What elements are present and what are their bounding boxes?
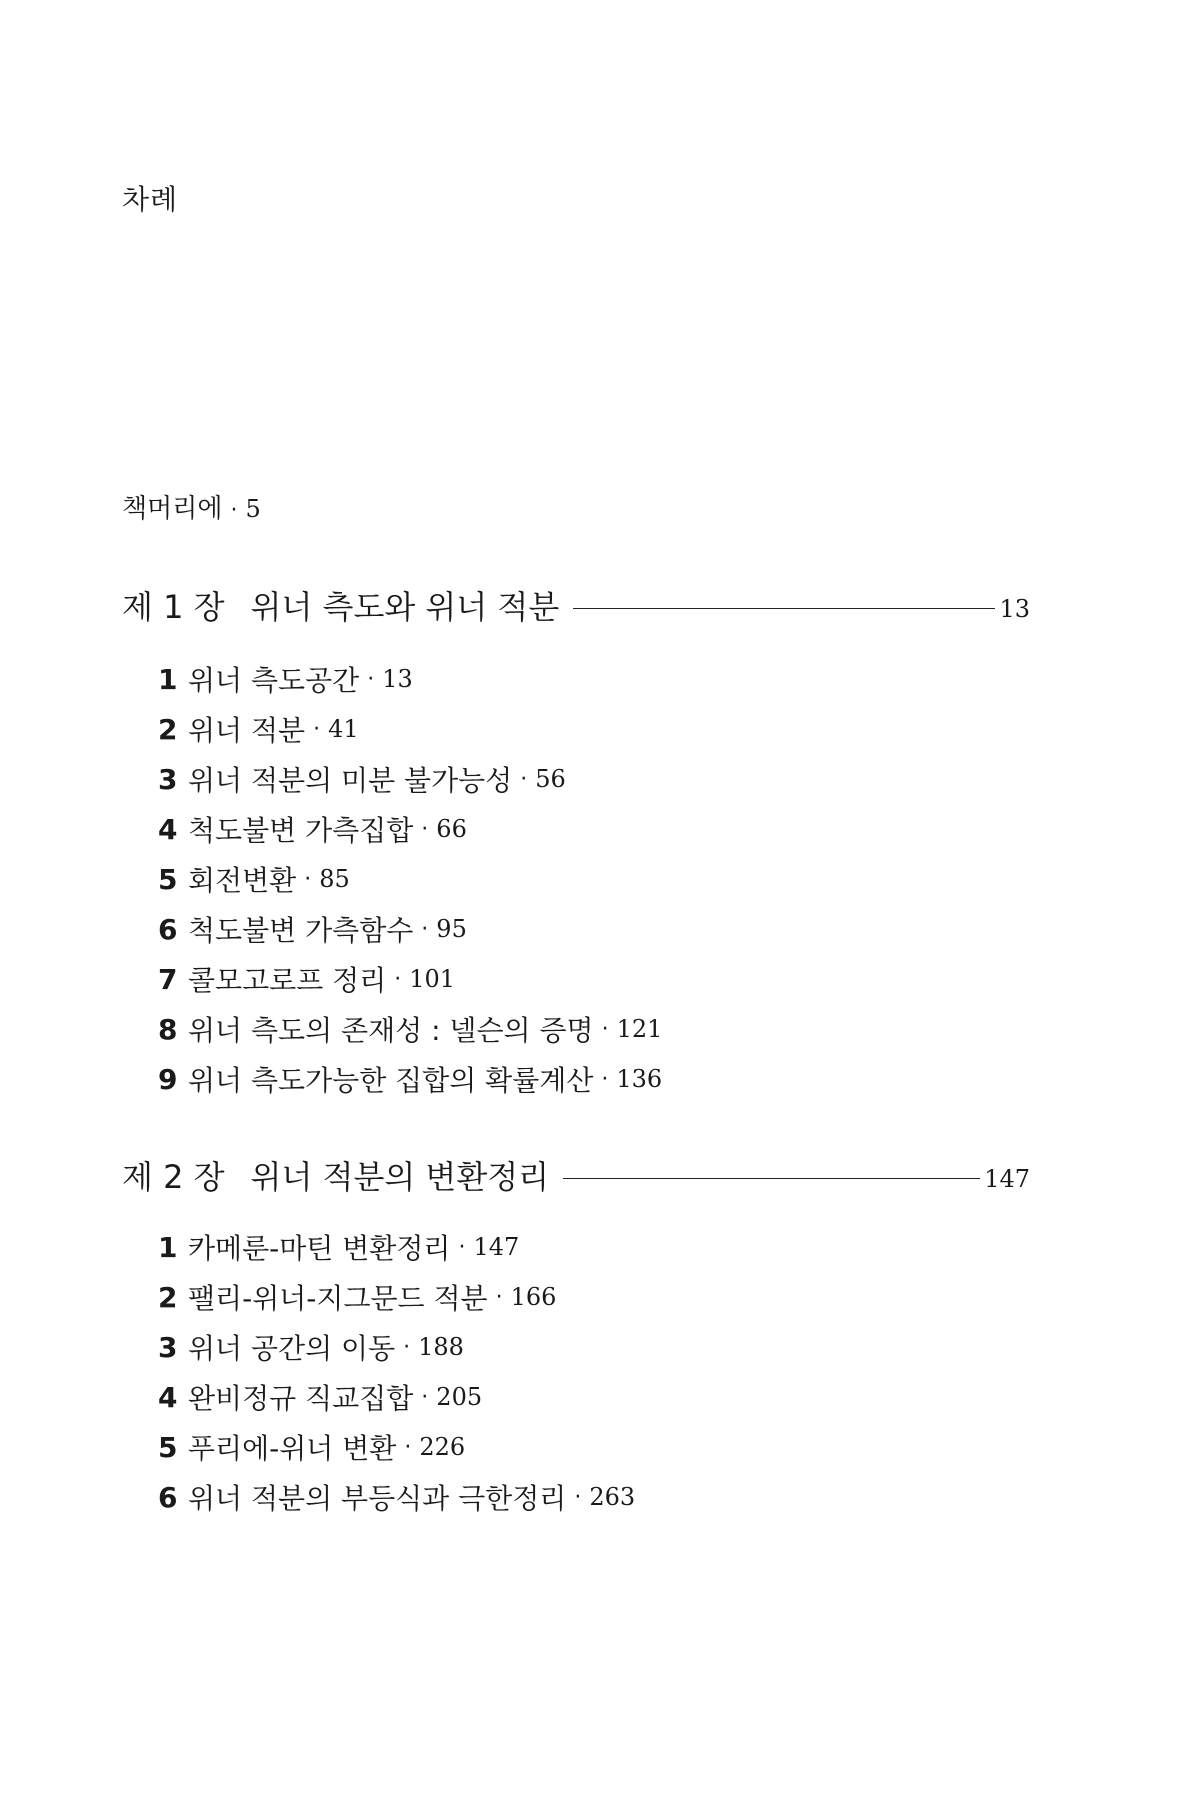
preface-page: 5 bbox=[245, 495, 261, 523]
entry-page: 41 bbox=[328, 715, 359, 743]
entry-number: 6 bbox=[158, 912, 178, 946]
entry-title: 위너 적분의 미분 불가능성 bbox=[188, 764, 513, 797]
toc-entry[interactable] bbox=[158, 754, 662, 804]
separator-dot: · bbox=[367, 666, 375, 692]
entry-page: 121 bbox=[616, 1015, 663, 1043]
entry-page: 263 bbox=[589, 1483, 636, 1511]
separator-dot: · bbox=[574, 1484, 582, 1510]
toc-entry[interactable] bbox=[158, 1372, 635, 1422]
entry-page: 56 bbox=[535, 765, 566, 793]
entry-title: 위너 적분 bbox=[188, 714, 306, 747]
entry-title: 위너 적분의 부등식과 극한정리 bbox=[188, 1482, 567, 1515]
chapter-page: 13 bbox=[999, 595, 1030, 623]
toc-entry[interactable] bbox=[158, 954, 662, 1004]
entry-number: 2 bbox=[158, 712, 178, 746]
page-heading: 차례 bbox=[122, 183, 179, 216]
entry-title: 척도불변 가측함수 bbox=[188, 914, 414, 947]
leader-rule bbox=[573, 608, 995, 609]
toc-entry[interactable] bbox=[158, 1054, 662, 1104]
separator-dot: · bbox=[458, 1234, 466, 1260]
entry-page: 13 bbox=[382, 665, 413, 693]
chapter-1-heading[interactable] bbox=[122, 582, 1030, 628]
entry-title: 콜모고로프 정리 bbox=[188, 964, 387, 997]
entry-title: 푸리에-위너 변환 bbox=[188, 1432, 397, 1465]
entry-number: 1 bbox=[158, 662, 178, 696]
entry-number: 3 bbox=[158, 762, 178, 796]
entry-page: 85 bbox=[319, 865, 350, 893]
toc-entry[interactable] bbox=[158, 1472, 635, 1522]
entry-title: 척도불변 가측집합 bbox=[188, 814, 414, 847]
entry-page: 136 bbox=[616, 1065, 663, 1093]
entry-title: 위너 측도의 존재성 : 넬슨의 증명 bbox=[188, 1014, 594, 1047]
entry-page: 166 bbox=[510, 1283, 557, 1311]
separator-dot: · bbox=[313, 716, 321, 742]
entry-page: 205 bbox=[436, 1383, 483, 1411]
entry-title: 회전변환 bbox=[188, 864, 297, 897]
separator-dot: · bbox=[421, 1384, 429, 1410]
entry-number: 4 bbox=[158, 812, 178, 846]
chapter-2-entries bbox=[158, 1222, 635, 1522]
chapter-1-entries bbox=[158, 654, 662, 1104]
entry-number: 5 bbox=[158, 862, 178, 896]
entry-page: 66 bbox=[436, 815, 467, 843]
entry-page: 188 bbox=[418, 1333, 464, 1361]
entry-number: 3 bbox=[158, 1330, 178, 1364]
entry-number: 7 bbox=[158, 962, 178, 996]
separator-dot: · bbox=[520, 766, 528, 792]
separator-dot: · bbox=[421, 816, 429, 842]
toc-entry[interactable] bbox=[158, 904, 662, 954]
preface-title: 책머리에 bbox=[122, 494, 223, 524]
entry-title: 완비정규 직교집합 bbox=[188, 1382, 414, 1415]
chapter-title: 위너 측도와 위너 적분 bbox=[250, 588, 560, 626]
chapter-label: 제 1 장 bbox=[122, 588, 225, 626]
entry-number: 2 bbox=[158, 1280, 178, 1314]
toc-entry[interactable] bbox=[158, 854, 662, 904]
chapter-page: 147 bbox=[984, 1165, 1030, 1193]
leader-rule bbox=[563, 1178, 980, 1179]
toc-entry[interactable] bbox=[158, 654, 662, 704]
entry-number: 6 bbox=[158, 1480, 178, 1514]
toc-entry[interactable] bbox=[158, 1222, 635, 1272]
separator-dot: · bbox=[304, 866, 312, 892]
separator-dot: · bbox=[495, 1284, 503, 1310]
separator-dot: · bbox=[421, 916, 429, 942]
chapter-title: 위너 적분의 변환정리 bbox=[250, 1158, 550, 1196]
entry-number: 8 bbox=[158, 1012, 178, 1046]
toc-entry[interactable] bbox=[158, 704, 662, 754]
separator-dot: · bbox=[394, 966, 402, 992]
separator-dot: · bbox=[403, 1334, 411, 1360]
separator-dot: · bbox=[230, 498, 238, 523]
toc-entry[interactable] bbox=[158, 1004, 662, 1054]
entry-number: 1 bbox=[158, 1230, 178, 1264]
entry-page: 95 bbox=[436, 915, 467, 943]
chapter-2-heading[interactable] bbox=[122, 1152, 1030, 1198]
toc-entry[interactable] bbox=[158, 1322, 635, 1372]
separator-dot: · bbox=[601, 1016, 609, 1042]
entry-title: 팰리-위너-지그문드 적분 bbox=[188, 1282, 488, 1315]
entry-title: 위너 측도가능한 집합의 확률계산 bbox=[188, 1064, 594, 1097]
preface-entry[interactable] bbox=[122, 488, 261, 525]
separator-dot: · bbox=[601, 1066, 609, 1092]
entry-title: 위너 공간의 이동 bbox=[188, 1332, 396, 1365]
entry-number: 9 bbox=[158, 1062, 178, 1096]
entry-number: 5 bbox=[158, 1430, 178, 1464]
toc-entry[interactable] bbox=[158, 1422, 635, 1472]
toc-entry[interactable] bbox=[158, 1272, 635, 1322]
entry-title: 카메룬-마틴 변환정리 bbox=[188, 1232, 451, 1265]
chapter-label: 제 2 장 bbox=[122, 1158, 225, 1196]
entry-page: 226 bbox=[419, 1433, 466, 1461]
toc-entry[interactable] bbox=[158, 804, 662, 854]
entry-number: 4 bbox=[158, 1380, 178, 1414]
entry-page: 101 bbox=[409, 965, 456, 993]
entry-title: 위너 측도공간 bbox=[188, 664, 360, 697]
separator-dot: · bbox=[404, 1434, 412, 1460]
entry-page: 147 bbox=[473, 1233, 520, 1261]
